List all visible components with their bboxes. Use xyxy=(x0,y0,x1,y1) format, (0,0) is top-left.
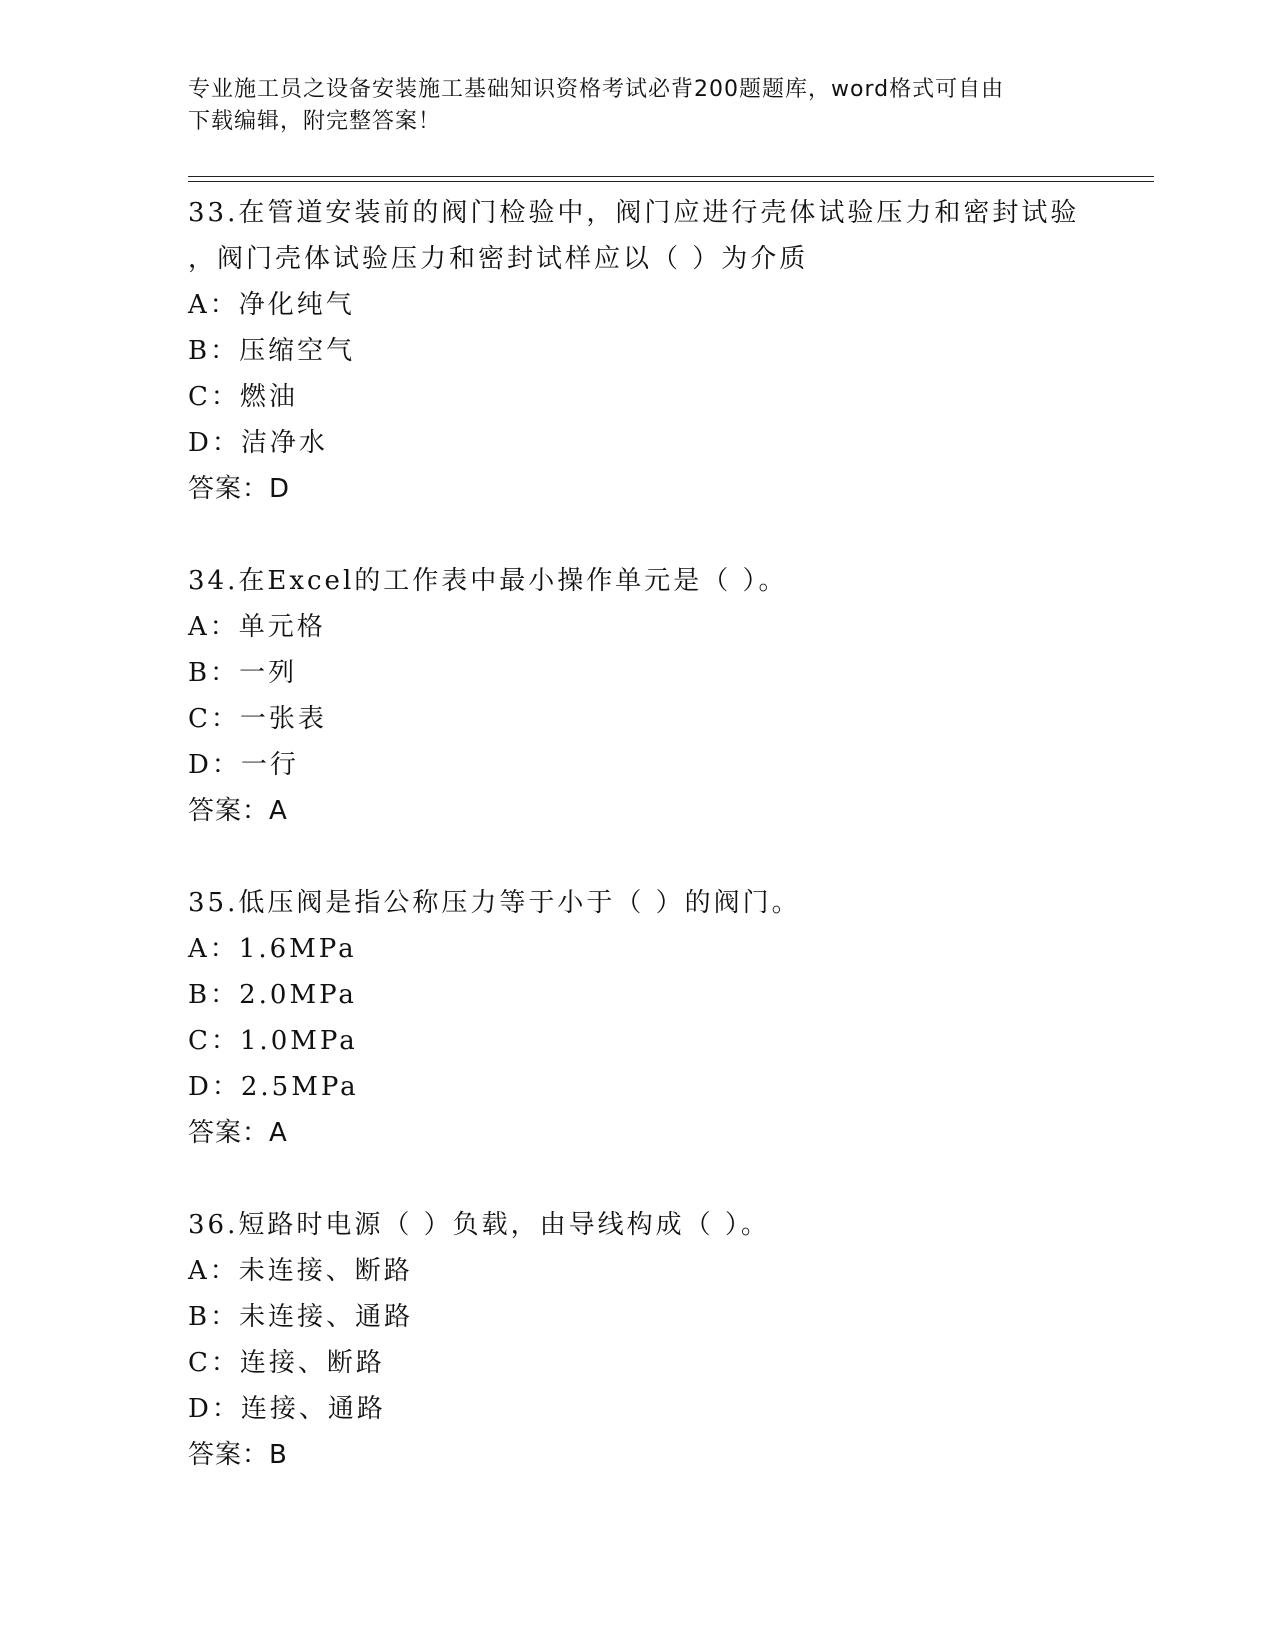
answer: 答案：A xyxy=(188,1118,288,1148)
option-c: C：一张表 xyxy=(188,704,327,734)
header-divider-bottom xyxy=(188,181,1154,182)
option-c: C：连接、断路 xyxy=(188,1348,385,1378)
document-header xyxy=(188,74,1068,138)
question-list xyxy=(188,190,1088,1524)
option-a: A：未连接、断路 xyxy=(188,1256,413,1286)
option-c: C：1.0MPa xyxy=(188,1026,358,1056)
question-36 xyxy=(188,1202,1088,1478)
option-d: D：2.5MPa xyxy=(188,1072,359,1102)
answer: 答案：A xyxy=(188,796,288,826)
option-d: D：一行 xyxy=(188,750,299,780)
header-divider-top xyxy=(188,176,1154,177)
option-a: A：单元格 xyxy=(188,612,326,642)
option-a: A：净化纯气 xyxy=(188,290,355,320)
question-stem: 33.在管道安装前的阀门检验中，阀门应进行壳体试验压力和密封试验 xyxy=(188,198,1080,228)
question-34 xyxy=(188,558,1088,834)
question-stem-continued: ，阀门壳体试验压力和密封试样应以（ ）为介质 xyxy=(188,244,809,274)
option-b: B：压缩空气 xyxy=(188,336,356,366)
option-b: B：2.0MPa xyxy=(188,980,357,1010)
question-stem: 36.短路时电源（ ）负载，由导线构成（ ）。 xyxy=(188,1210,770,1240)
header-line-1: 专业施工员之设备安装施工基础知识资格考试必背200题题库，word格式可自由 xyxy=(188,77,1005,102)
option-b: B：一列 xyxy=(188,658,298,688)
question-35 xyxy=(188,880,1088,1156)
question-stem: 35.低压阀是指公称压力等于小于（ ）的阀门。 xyxy=(188,888,801,918)
option-b: B：未连接、通路 xyxy=(188,1302,414,1332)
question-stem: 34.在Excel的工作表中最小操作单元是（ ）。 xyxy=(188,566,788,596)
answer: 答案：D xyxy=(188,474,291,504)
answer: 答案：B xyxy=(188,1440,288,1470)
question-33 xyxy=(188,190,1088,512)
header-line-2: 下载编辑，附完整答案！ xyxy=(188,109,442,134)
option-a: A：1.6MPa xyxy=(188,934,357,964)
option-d: D：洁净水 xyxy=(188,428,328,458)
option-c: C：燃油 xyxy=(188,382,298,412)
option-d: D：连接、通路 xyxy=(188,1394,386,1424)
